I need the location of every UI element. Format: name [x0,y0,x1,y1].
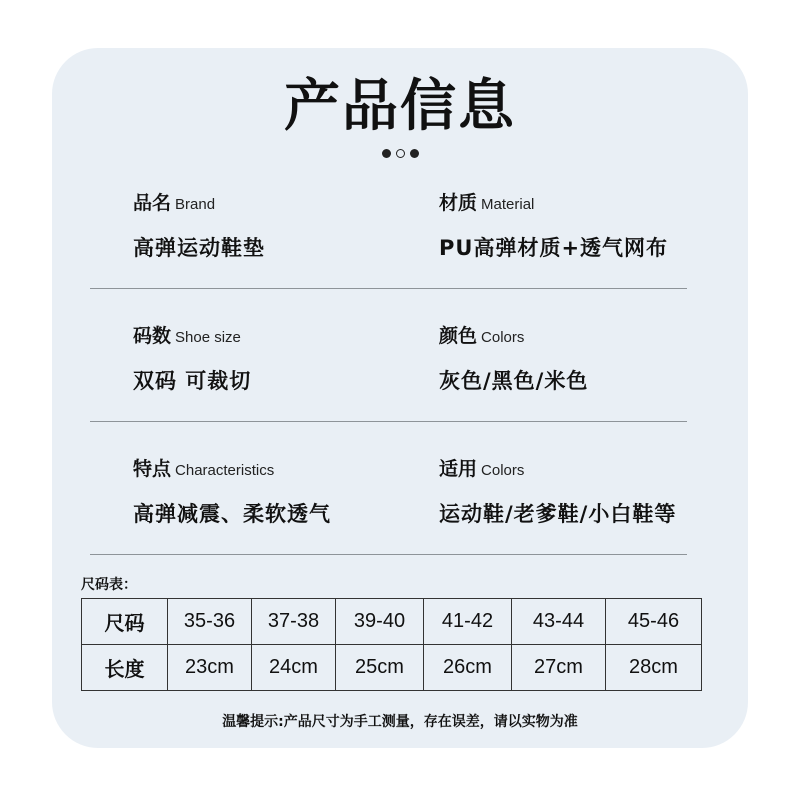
size-cell: 37-38 [252,599,336,645]
label-cn: 颜色 [439,325,478,347]
info-value-colors: 灰色/黑色/米色 [439,369,589,393]
length-cell: 25cm [336,645,424,691]
divider [90,288,687,289]
info-label-colors [439,321,524,348]
size-cell: 43-44 [512,599,606,645]
info-value-size: 双码 可裁切 [133,369,252,393]
row-label: 尺码 [82,599,168,645]
table-row-size [82,599,702,645]
size-cell: 45-46 [606,599,702,645]
label-cn: 码数 [133,325,172,347]
label-en: Colors [481,462,525,479]
length-cell: 27cm [512,645,606,691]
info-label-size [133,321,241,348]
measurement-note: 温馨提示:产品尺寸为手工测量，存在误差，请以实物为准 [222,714,578,730]
length-cell: 28cm [606,645,702,691]
label-en: Characteristics [175,462,275,479]
size-table [81,598,702,691]
dot-hollow-icon [396,149,405,158]
page-title: 产品信息 [284,74,516,139]
info-value-material: PU高弹材质+透气网布 [439,236,669,260]
label-cn: 特点 [133,458,172,480]
label-cn: 材质 [439,192,478,214]
label-cn: 品名 [133,192,172,214]
info-label-usage [439,454,524,481]
divider [90,421,687,422]
info-value-usage: 运动鞋/老爹鞋/小白鞋等 [439,502,677,526]
info-value-features: 高弹减震、柔软透气 [133,502,331,526]
label-en: Shoe size [175,329,241,346]
size-cell: 35-36 [168,599,252,645]
length-cell: 26cm [424,645,512,691]
label-cn: 适用 [439,458,478,480]
divider [90,554,687,555]
info-label-material [439,188,534,215]
dot-filled-icon [382,149,391,158]
size-table-caption: 尺码表： [81,577,137,593]
info-label-brand [133,188,215,215]
length-cell: 23cm [168,645,252,691]
label-en: Brand [175,196,216,213]
row-label: 长度 [82,645,168,691]
label-en: Colors [481,329,525,346]
page-dots [0,149,800,158]
length-cell: 24cm [252,645,336,691]
info-value-brand: 高弹运动鞋垫 [133,236,265,260]
size-cell: 39-40 [336,599,424,645]
table-row-length [82,645,702,691]
info-label-features [133,454,274,481]
dot-filled-icon [410,149,419,158]
size-cell: 41-42 [424,599,512,645]
label-en: Material [481,196,535,213]
